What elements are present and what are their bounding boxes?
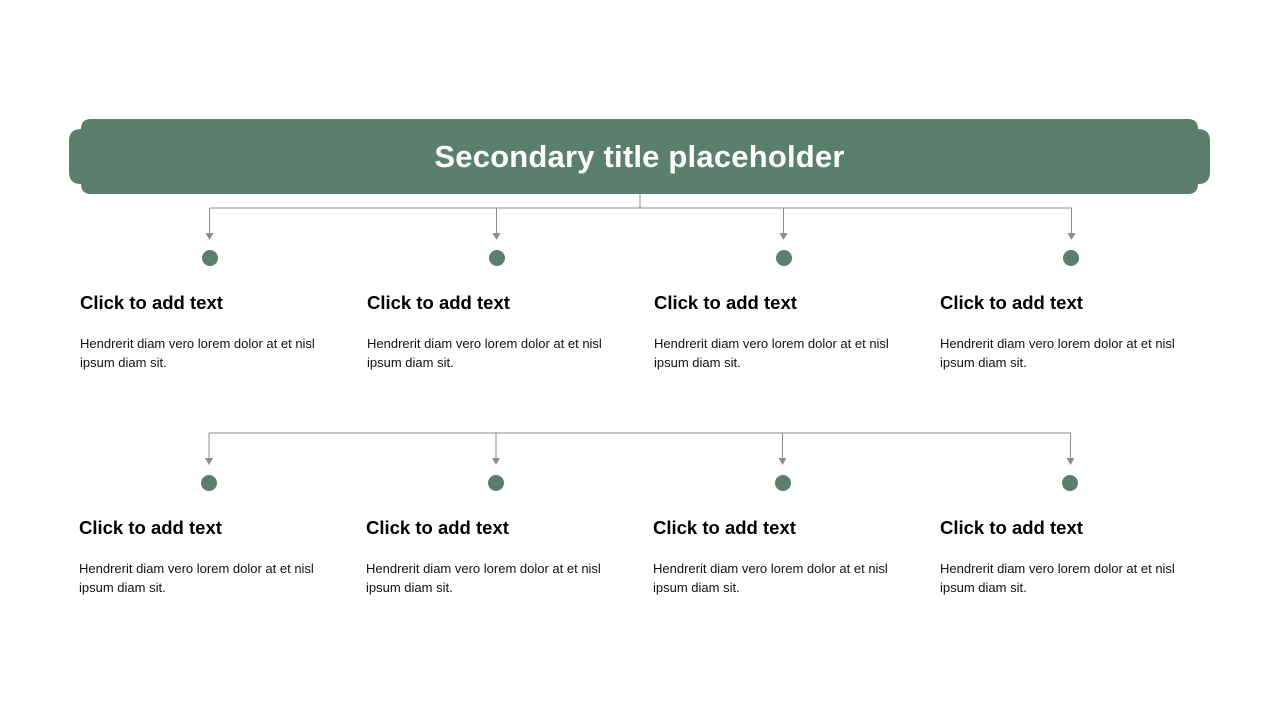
item-heading[interactable]: Click to add text [79,517,222,538]
item-heading[interactable]: Click to add text [940,292,1083,313]
node-dot [488,475,504,491]
text-block[interactable] [366,516,626,597]
arrowhead-icon [780,233,788,240]
item-body[interactable]: Hendrerit diam vero lorem dolor at et nisl ipsum diam sit. [940,336,1175,370]
text-block[interactable] [654,291,914,372]
node-dot [202,250,218,266]
page-title[interactable]: Secondary title placeholder [434,138,845,174]
item-body[interactable]: Hendrerit diam vero lorem dolor at et nisl ipsum diam sit. [654,336,889,370]
text-block[interactable] [367,291,627,372]
text-block[interactable] [940,291,1200,372]
arrowhead-icon [206,233,214,240]
arrowhead-icon [779,458,787,465]
item-heading[interactable]: Click to add text [367,292,510,313]
arrowhead-icon [1067,458,1075,465]
node-dot [775,475,791,491]
item-heading[interactable]: Click to add text [654,292,797,313]
node-dot [1062,475,1078,491]
item-body[interactable]: Hendrerit diam vero lorem dolor at et nisl ipsum diam sit. [79,561,314,595]
node-dot [776,250,792,266]
item-heading[interactable]: Click to add text [80,292,223,313]
item-body[interactable]: Hendrerit diam vero lorem dolor at et nisl ipsum diam sit. [367,336,602,370]
arrowhead-icon [205,458,213,465]
arrowhead-icon [493,233,501,240]
item-heading[interactable]: Click to add text [653,517,796,538]
node-dot [201,475,217,491]
text-block[interactable] [79,516,339,597]
node-dot [1063,250,1079,266]
item-body[interactable]: Hendrerit diam vero lorem dolor at et nisl ipsum diam sit. [653,561,888,595]
item-body[interactable]: Hendrerit diam vero lorem dolor at et nisl ipsum diam sit. [80,336,315,370]
arrowhead-icon [1068,233,1076,240]
text-block[interactable] [80,291,340,372]
item-body[interactable]: Hendrerit diam vero lorem dolor at et nisl ipsum diam sit. [366,561,601,595]
text-block[interactable] [653,516,913,597]
item-body[interactable]: Hendrerit diam vero lorem dolor at et nisl ipsum diam sit. [940,561,1175,595]
item-heading[interactable]: Click to add text [366,517,509,538]
item-heading[interactable]: Click to add text [940,517,1083,538]
node-dot [489,250,505,266]
text-block[interactable] [940,516,1200,597]
arrowhead-icon [492,458,500,465]
